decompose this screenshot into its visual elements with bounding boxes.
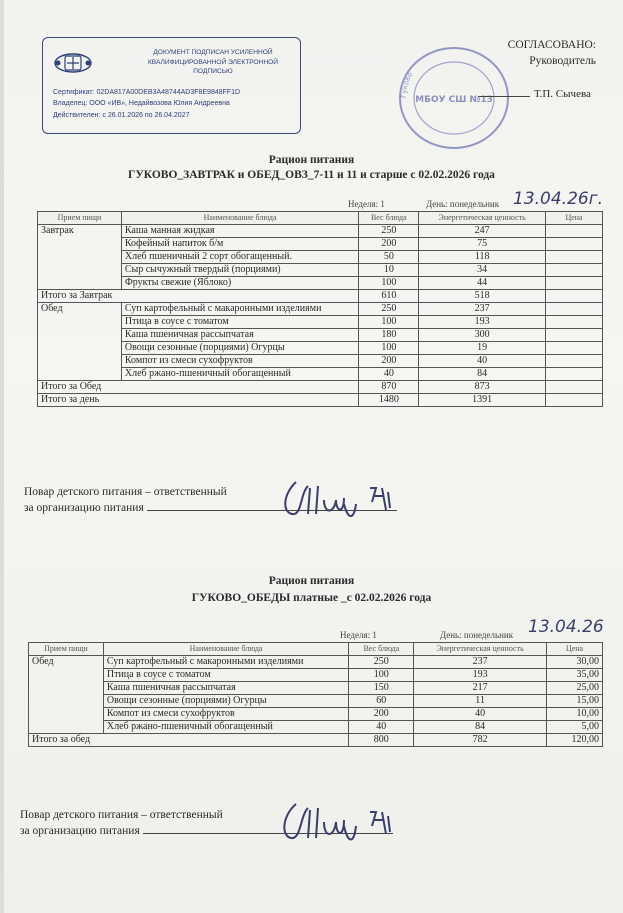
- price-cell: [546, 368, 603, 381]
- price-cell: [546, 290, 603, 303]
- price-cell: 120,00: [547, 734, 603, 747]
- weight-cell: 100: [349, 669, 414, 682]
- doc2-signature-label-1: Повар детского питания – ответственный: [20, 809, 223, 821]
- price-cell: [546, 251, 603, 264]
- handwritten-signature-icon: [278, 474, 408, 524]
- crest-logo-icon: [53, 50, 93, 76]
- table-row: [29, 708, 603, 721]
- meal-cell: Обед: [38, 303, 122, 381]
- table-row: [38, 342, 603, 355]
- stamp-certificate: Сертификат: 02DA817A00DEB3A48744AD3F8E9848FF1D: [53, 89, 241, 96]
- energy-cell: 11: [414, 695, 547, 708]
- header-weight: Вес блюда: [359, 212, 419, 225]
- energy-cell: 1391: [419, 394, 546, 407]
- weight-cell: 200: [349, 708, 414, 721]
- price-cell: 5,00: [547, 721, 603, 734]
- weight-cell: 150: [349, 682, 414, 695]
- doc2-title: Рацион питания: [268, 575, 355, 587]
- weight-cell: 800: [349, 734, 414, 747]
- header-price: Цена: [546, 212, 603, 225]
- table-row: [38, 355, 603, 368]
- energy-cell: 40: [414, 708, 547, 721]
- table-header-row: [29, 643, 603, 656]
- energy-cell: 40: [419, 355, 546, 368]
- doc2-handwritten-date: 13.04.26: [528, 617, 604, 637]
- dish-cell: Компот из смеси сухофруктов: [103, 708, 348, 721]
- table-row: [29, 669, 603, 682]
- handwritten-signature-icon: [276, 794, 406, 850]
- price-cell: [546, 342, 603, 355]
- energy-cell: 237: [419, 303, 546, 316]
- dish-cell: Хлеб пшеничный 2 сорт обогащенный.: [121, 251, 359, 264]
- table-row: [38, 329, 603, 342]
- doc1-signature-label-2: за организацию питания: [24, 502, 144, 514]
- table-row: [38, 225, 603, 238]
- seal-ring-text: Гуково: [399, 70, 415, 99]
- doc1-signature-label-1: Повар детского питания – ответственный: [24, 486, 227, 498]
- price-cell: 30,00: [547, 656, 603, 669]
- dish-cell: Хлеб ржано-пшеничный обогащенный: [103, 721, 348, 734]
- price-cell: [546, 264, 603, 277]
- weight-cell: 40: [349, 721, 414, 734]
- dish-cell: Птица в соусе с томатом: [103, 669, 348, 682]
- header-meal: Прием пищи: [38, 212, 122, 225]
- energy-cell: 873: [419, 381, 546, 394]
- dish-cell: Компот из смеси сухофруктов: [121, 355, 359, 368]
- price-cell: [546, 329, 603, 342]
- table-row: [29, 656, 603, 669]
- weight-cell: 200: [359, 355, 419, 368]
- doc2-subtitle: ГУКОВО_ОБЕДЫ платные _с 02.02.2026 года: [191, 592, 432, 604]
- price-cell: [546, 303, 603, 316]
- doc1-menu-table: [37, 211, 603, 407]
- total-label: Итого за обед: [29, 734, 349, 747]
- energy-cell: 118: [419, 251, 546, 264]
- header-meal: Прием пищи: [29, 643, 104, 656]
- table-row: [38, 303, 603, 316]
- price-cell: 35,00: [547, 669, 603, 682]
- approval-block: [490, 37, 596, 69]
- table-row: [29, 695, 603, 708]
- stamp-validity: Действителен: с 26.01.2026 по 26.04.2027: [53, 112, 190, 119]
- doc1-week: Неделя: 1: [348, 199, 385, 209]
- energy-cell: 34: [419, 264, 546, 277]
- meal-cell: Обед: [29, 656, 104, 734]
- table-row: [38, 368, 603, 381]
- table-row: [38, 264, 603, 277]
- dish-cell: Птица в соусе с томатом: [121, 316, 359, 329]
- weight-cell: 40: [359, 368, 419, 381]
- total-row: [38, 381, 603, 394]
- header-dish: Наименование блюда: [121, 212, 359, 225]
- weight-cell: 1480: [359, 394, 419, 407]
- dish-cell: Хлеб ржано-пшеничный обогащенный: [121, 368, 359, 381]
- energy-cell: 217: [414, 682, 547, 695]
- stamp-title: ДОКУМЕНТ ПОДПИСАН УСИЛЕННОЙ КВАЛИФИЦИРОВАННОЙ ЭЛЕКТРОННОЙ ПОДПИСЬЮ: [147, 49, 279, 75]
- weight-cell: 250: [359, 225, 419, 238]
- price-cell: 10,00: [547, 708, 603, 721]
- doc2-menu-table: [28, 642, 603, 747]
- e-signature-stamp: [42, 37, 301, 134]
- table-row: [38, 251, 603, 264]
- price-cell: [546, 238, 603, 251]
- doc1-day: День: понедельник: [426, 199, 500, 209]
- approval-signer: Т.П. Сычева: [534, 88, 591, 100]
- price-cell: 15,00: [547, 695, 603, 708]
- dish-cell: Фрукты свежие (Яблоко): [121, 277, 359, 290]
- header-price: Цена: [547, 643, 603, 656]
- table-header-row: [38, 212, 603, 225]
- doc1-title: Рацион питания: [268, 154, 355, 166]
- doc1-handwritten-date: 13.04.26г.: [513, 189, 604, 209]
- approval-heading: СОГЛАСОВАНО:: [507, 39, 596, 51]
- total-label: Итого за Обед: [38, 381, 359, 394]
- weight-cell: 180: [359, 329, 419, 342]
- energy-cell: 44: [419, 277, 546, 290]
- table-row: [38, 277, 603, 290]
- energy-cell: 782: [414, 734, 547, 747]
- total-label: Итого за Завтрак: [38, 290, 359, 303]
- price-cell: [546, 355, 603, 368]
- energy-cell: 237: [414, 656, 547, 669]
- table-row: [38, 238, 603, 251]
- total-row: [29, 734, 603, 747]
- total-label: Итого за день: [38, 394, 359, 407]
- energy-cell: 84: [414, 721, 547, 734]
- dish-cell: Сыр сычужный твердый (порциями): [121, 264, 359, 277]
- energy-cell: 300: [419, 329, 546, 342]
- weight-cell: 100: [359, 342, 419, 355]
- dish-cell: Каша манная жидкая: [121, 225, 359, 238]
- header-energy: Энергетическая ценность: [419, 212, 546, 225]
- dish-cell: Каша пшеничная рассыпчатая: [103, 682, 348, 695]
- price-cell: 25,00: [547, 682, 603, 695]
- approval-role: Руководитель: [529, 55, 596, 67]
- header-weight: Вес блюда: [349, 643, 414, 656]
- energy-cell: 19: [419, 342, 546, 355]
- table-row: [29, 721, 603, 734]
- table-row: [29, 682, 603, 695]
- total-row: [38, 394, 603, 407]
- energy-cell: 84: [419, 368, 546, 381]
- header-energy: Энергетическая ценность: [414, 643, 547, 656]
- header-dish: Наименование блюда: [103, 643, 348, 656]
- energy-cell: 518: [419, 290, 546, 303]
- weight-cell: 250: [359, 303, 419, 316]
- dish-cell: Каша пшеничная рассыпчатая: [121, 329, 359, 342]
- weight-cell: 50: [359, 251, 419, 264]
- weight-cell: 100: [359, 277, 419, 290]
- energy-cell: 193: [419, 316, 546, 329]
- stamp-owner: Владелец: ООО «ИВ», Недайвозова Юлия Андреевна: [53, 100, 230, 107]
- doc2-signature-label-2: за организацию питания: [20, 825, 140, 837]
- weight-cell: 100: [359, 316, 419, 329]
- weight-cell: 200: [359, 238, 419, 251]
- document-sheet: [4, 0, 623, 913]
- meal-cell: Завтрак: [38, 225, 122, 290]
- total-row: [38, 290, 603, 303]
- approval-signature-line: [478, 88, 591, 100]
- seal-center-text: МБОУ СШ №13: [415, 95, 493, 105]
- weight-cell: 870: [359, 381, 419, 394]
- energy-cell: 75: [419, 238, 546, 251]
- dish-cell: Кофейный напиток б/м: [121, 238, 359, 251]
- dish-cell: Суп картофельный с макаронными изделиями: [121, 303, 359, 316]
- price-cell: [546, 225, 603, 238]
- price-cell: [546, 394, 603, 407]
- price-cell: [546, 277, 603, 290]
- weight-cell: 250: [349, 656, 414, 669]
- table-row: [38, 316, 603, 329]
- energy-cell: 247: [419, 225, 546, 238]
- doc2-day: День: понедельник: [440, 630, 514, 640]
- dish-cell: Овощи сезонные (порциями) Огурцы: [121, 342, 359, 355]
- dish-cell: Овощи сезонные (порциями) Огурцы: [103, 695, 348, 708]
- price-cell: [546, 316, 603, 329]
- weight-cell: 10: [359, 264, 419, 277]
- weight-cell: 60: [349, 695, 414, 708]
- doc1-subtitle: ГУКОВО_ЗАВТРАК и ОБЕД_ОВЗ_7-11 и 11 и старше с 02.02.2026 года: [128, 169, 495, 181]
- doc2-week: Неделя: 1: [340, 630, 377, 640]
- svg-text:Гуково: [400, 71, 414, 98]
- energy-cell: 193: [414, 669, 547, 682]
- weight-cell: 610: [359, 290, 419, 303]
- price-cell: [546, 381, 603, 394]
- dish-cell: Суп картофельный с макаронными изделиями: [103, 656, 348, 669]
